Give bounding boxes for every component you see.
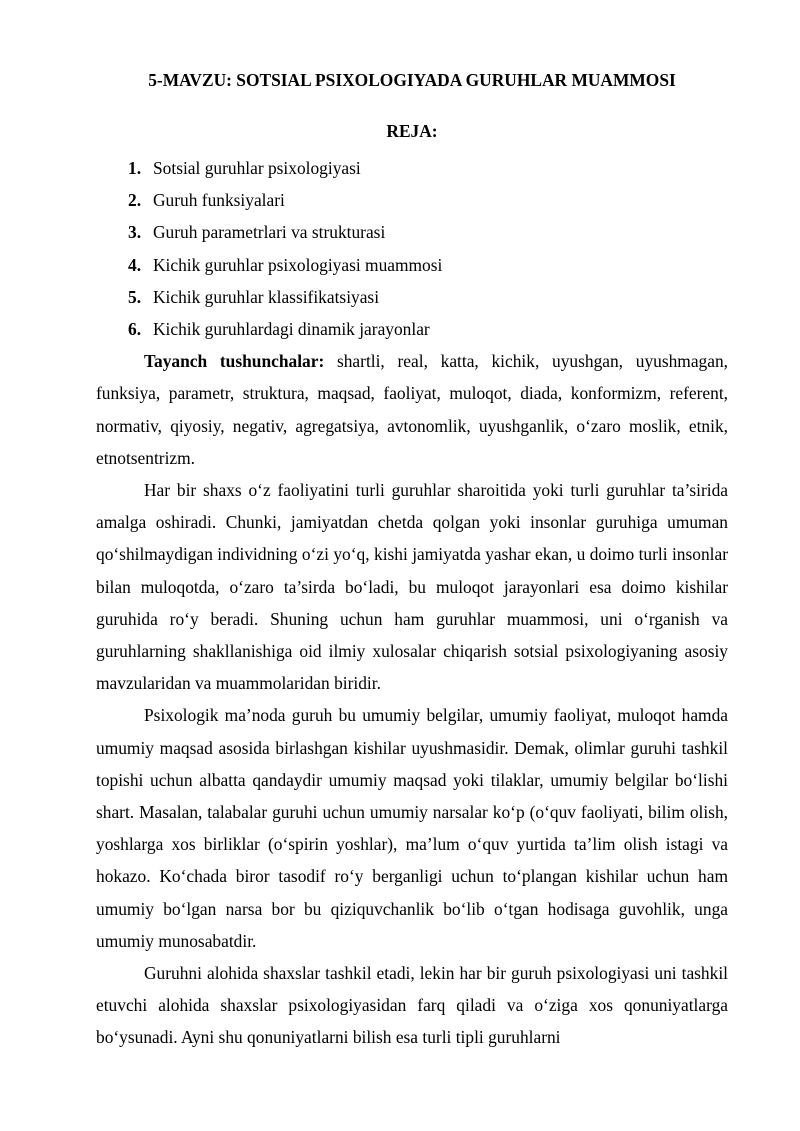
plan-item-text: Kichik guruhlardagi dinamik jarayonlar (153, 318, 430, 339)
plan-list (96, 152, 728, 345)
key-concepts-label: Tayanch tushunchalar: (144, 351, 325, 372)
plan-item (128, 216, 728, 248)
plan-item-text: Guruh parametrlari va strukturasi (153, 222, 386, 243)
body-paragraph: Guruhni alohida shaxslar tashkil etadi, lekin har bir guruh psixologiyasi uni tashkil etuvchi alohida shaxslar psixologiyasidan farq qiladi va o‘ziga xos qonuniyatlarga bo‘ysunadi. Ayni shu qonuniyatlarni bilish esa turli tipli guruhlarni (96, 962, 728, 1048)
plan-item-text: Sotsial guruhlar psixologiyasi (153, 158, 361, 178)
document-page (96, 62, 728, 1054)
plan-item-number: 3. (128, 222, 142, 243)
plan-item-number: 2. (128, 190, 142, 211)
plan-heading: REJA: (386, 121, 438, 141)
body-paragraph: Har bir shaxs o‘z faoliyatini turli guruhlar sharoitida yoki turli guruhlar ta’sirida amalga oshiradi. Chunki, jamiyatdan chetda qolgan yoki insonlar guruhiga umuman qo‘shilmaydigan individning o‘zi yo‘q, kishi jamiyatda yashar ekan, u doimo turli insonlar bilan muloqotda, o‘zaro ta’sirda bo‘ladi, bu muloqot jarayonlari esa doimo kishilar guruhida ro‘y beradi. Shuning uchun ham guruhlar muammosi, uni o‘rganish va guruhlarning shakllanishiga oid ilmiy xulosalar chiqarish sotsial psixologiyaning asosiy mavzularidan va muammolaridan biridir. (96, 479, 728, 694)
plan-item (128, 249, 728, 281)
plan-item-number: 1. (128, 158, 142, 178)
plan-item-text: Guruh funksiyalari (153, 190, 285, 211)
page-title: 5-MAVZU: SOTSIAL PSIXOLOGIYADA GURUHLAR MUAMMOSI (148, 70, 676, 90)
key-concepts-text: shartli, real, katta, kichik, uyushgan, uyushmagan, funksiya, parametr, struktura, maqsad, faoliyat, muloqot, diada, konformizm, referent, normativ, qiyosiy, negativ, agregatsiya, avtonomlik, uyushganlik, o‘zaro moslik, etnik, etnotsentrizm. (96, 351, 729, 468)
plan-item-number: 6. (128, 318, 142, 339)
plan-item (128, 152, 728, 184)
plan-item-number: 4. (128, 254, 142, 275)
plan-item (128, 184, 728, 216)
plan-item (128, 281, 728, 313)
body-paragraph: Psixologik ma’noda guruh bu umumiy belgilar, umumiy faoliyat, muloqot hamda umumiy maqsad asosida birlashgan kishilar uyushmasidir. Demak, olimlar guruhi tashkil topishi uchun albatta qandaydir umumiy maqsad yoki tilaklar, umumiy belgilar bo‘lishi shart. Masalan, talabalar guruhi uchun umumiy narsalar ko‘p (o‘quv faoliyati, bilim olish, yoshlarga xos birliklar (o‘spirin yoshlar), ma’lum o‘quv yurtida ta’lim olish istagi va hokazo. Ko‘chada biror tasodif ro‘y berganligi uchun to‘plangan kishilar uchun ham umumiy bo‘lgan narsa bor bu qiziquvchanlik bo‘lib o‘tgan hodisaga guvohlik, unga umumiy munosabatdir. (96, 705, 728, 951)
plan-item (128, 313, 728, 345)
plan-item-text: Kichik guruhlar psixologiyasi muammosi (153, 254, 443, 275)
plan-item-text: Kichik guruhlar klassifikatsiyasi (153, 286, 380, 307)
plan-item-number: 5. (128, 286, 142, 307)
key-concepts-paragraph (96, 345, 728, 474)
